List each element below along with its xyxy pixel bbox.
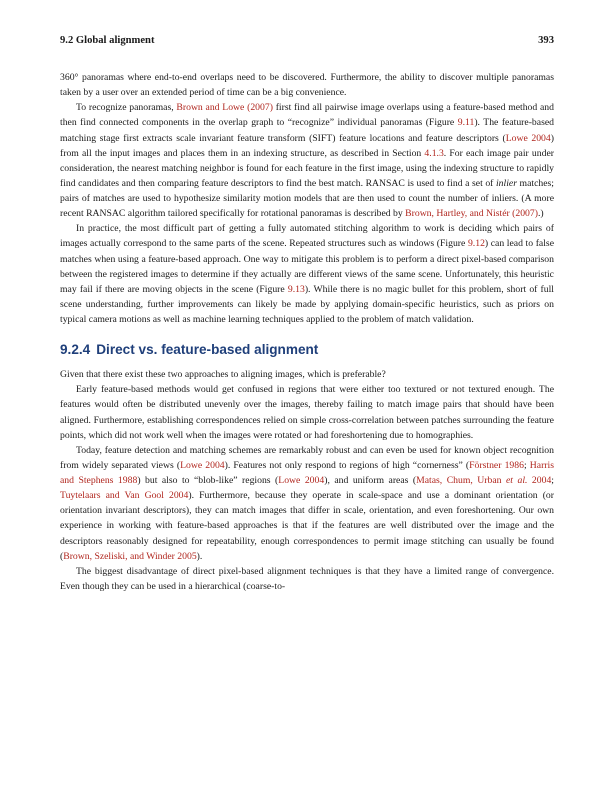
citation-link[interactable]: Förstner 1986 <box>469 459 524 471</box>
text-run: ), and uniform areas ( <box>324 475 417 486</box>
paragraph-6 <box>60 443 554 564</box>
emphasis: inlier <box>495 177 517 189</box>
text-run: ). <box>196 550 203 562</box>
text-run: . For each image pair under consideration, the nearest matching neighbor is found for each feature in the first image, using the indexing structure to rapidly find candidates and then comparing feature descriptors to find the best match. RANSAC is used to find a set of <box>60 147 554 189</box>
paragraph-4 <box>60 367 554 382</box>
citation-link[interactable]: Lowe 2004 <box>505 132 551 144</box>
paragraph-1 <box>60 70 554 100</box>
citation-link[interactable]: Harris and Stephens 1988 <box>60 459 554 486</box>
text-run: 360° panoramas where end-to-end overlaps need to be discovered. Furthermore, the ability to discover multiple panoramas taken by a user over an extended period of time can be a big convenience. <box>60 72 554 99</box>
text-run: ) can lead to false matches when using a feature-based approach. One way to mitigate this problem is to perform a direct pixel-based comparison between the registered images to determine if they actually are different views of the same scene. Unfortunately, this heuristic may fail if there are moving objects in the scene (Figure <box>60 238 554 295</box>
citation-link[interactable]: Matas, Chum, Urban <box>416 475 506 486</box>
header-section-title: 9.2 Global alignment <box>60 35 155 46</box>
text-run: To recognize panoramas, <box>76 102 177 114</box>
text-run: The biggest disadvantage of direct pixel-based alignment techniques is that they have a limited range of convergence. Even though they can be used in a hierarchical (coarse-to- <box>60 565 554 592</box>
running-header <box>60 34 554 48</box>
section-heading <box>60 341 554 359</box>
citation-link[interactable]: Lowe 2004 <box>278 475 325 486</box>
text-run: ). The feature-based matching stage first extracts scale invariant feature transform (SIFT) feature locations and feature descriptors ( <box>60 117 554 144</box>
paragraph-7 <box>60 564 554 594</box>
citation-link[interactable]: Lowe 2004 <box>180 459 225 471</box>
text-run: ). Furthermore, because they operate in scale-space and use a dominant orientation (or orientation invariant descriptors), they can match images that differ in scale, orientation, and even foreshortening. Our own experience in working with feature-based approaches is that if the features are well distributed over the image and the descriptors reasonably designed for repeatability, enough correspondences to permit image stitching can usually be found ( <box>60 490 554 562</box>
body-text <box>60 70 554 594</box>
text-run: Early feature-based methods would get confused in regions that were either too textured or not textured enough. The features would often be distributed unevenly over the images, thereby failing to match image pairs that should have been aligned. Furthermore, establishing correspondences relied on simple cross-correlation between patches surrounding the feature points, which did not work well when the images were rotated or had foreshortening due to homographies. <box>60 384 554 441</box>
text-run: In practice, the most difficult part of getting a fully automated stitching algorithm to work is deciding which pairs of images actually correspond to the same parts of the scene. Repeated structures such as windows (Figure <box>60 223 554 250</box>
citation-link-emphasis[interactable]: et al. <box>506 475 528 486</box>
figure-ref-link[interactable]: 9.13 <box>287 283 305 295</box>
section-ref-link[interactable]: 4.1.3 <box>424 147 444 159</box>
text-run: matches; pairs of matches are used to hypothesize similarity motion models that are then used to count the number of inliers. (A more recent RANSAC algorithm tailored specifically for rotational panoramas is described by <box>60 177 554 220</box>
figure-ref-link[interactable]: 9.11 <box>457 117 475 129</box>
text-run: ) but also to “blob-like” regions ( <box>137 475 279 486</box>
header-page-number: 393 <box>538 35 554 46</box>
citation-link[interactable]: 2004 <box>527 475 552 486</box>
citation-link[interactable]: Brown, Szeliski, and Winder 2005 <box>63 550 197 562</box>
text-run: ; <box>551 475 554 486</box>
paragraph-5 <box>60 382 554 443</box>
text-run: ; <box>523 459 530 471</box>
page <box>60 34 554 594</box>
section-title: Direct vs. feature-based alignment <box>96 342 319 358</box>
paragraph-3 <box>60 221 554 327</box>
text-run: ). Features not only respond to regions of high “cornerness” ( <box>224 459 470 471</box>
section-number: 9.2.4 <box>60 342 91 358</box>
text-run: ). While there is no magic bullet for this problem, short of full scene understanding, further improvements can likely be made by applying domain-specific heuristics, such as priors on typical camera motions as well as machine learning techniques applied to the problem of match validation. <box>60 283 554 325</box>
citation-link[interactable]: Brown and Lowe (2007) <box>176 102 273 114</box>
figure-ref-link[interactable]: 9.12 <box>467 238 485 250</box>
text-run: Given that there exist these two approaches to aligning images, which is preferable? <box>60 369 386 381</box>
citation-link[interactable]: Tuytelaars and Van Gool 2004 <box>60 490 189 502</box>
text-run: first find all pairwise image overlaps using a feature-based method and then find connected components in the overlap graph to “recognize” individual panoramas (Figure <box>60 102 554 129</box>
text-run: Today, feature detection and matching schemes are remarkably robust and can even be used for known object recognition from widely separated views ( <box>60 444 554 471</box>
citation-link[interactable]: Brown, Hartley, and Nistér (2007) <box>405 208 538 220</box>
paragraph-2 <box>60 100 554 221</box>
text-run: ) from all the input images and places them in an indexing structure, as described in Section <box>60 132 554 159</box>
text-run: .) <box>537 208 544 220</box>
